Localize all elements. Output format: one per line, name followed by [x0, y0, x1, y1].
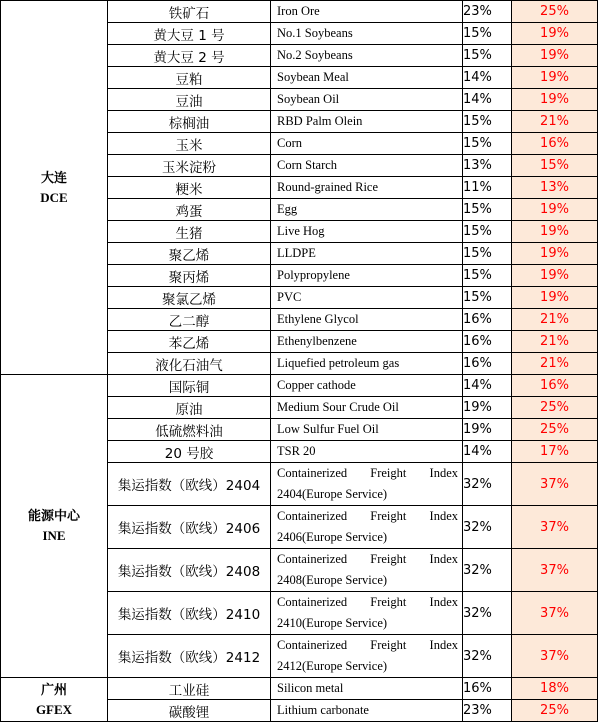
product-name-en-line: Silicon metal — [277, 681, 344, 695]
product-name-en-line: Round-grained Rice — [277, 180, 379, 194]
product-name-en-line: No.1 Soybeans — [277, 26, 353, 40]
margin-value-highlighted: 21% — [512, 331, 598, 353]
margin-value: 19% — [463, 397, 512, 419]
product-name-en-line: Soybean Oil — [277, 92, 340, 106]
margin-value: 15% — [463, 45, 512, 67]
margin-value: 32% — [463, 635, 512, 678]
product-name-en-line: 2406(Europe Service) — [277, 530, 388, 544]
product-name-cn: 黄大豆 1 号 — [108, 23, 271, 45]
product-name-en-line: PVC — [277, 290, 302, 304]
product-name-cn: 集运指数（欧线）2410 — [108, 592, 271, 635]
margin-value: 15% — [463, 287, 512, 309]
product-name-en — [271, 265, 463, 287]
product-name-en-line: 2410(Europe Service) — [277, 616, 388, 630]
product-name-en — [271, 678, 463, 700]
product-name-en — [271, 463, 463, 506]
margin-value-highlighted: 21% — [512, 309, 598, 331]
margin-value: 16% — [463, 309, 512, 331]
exchange-name-cn: 大连 — [40, 169, 67, 185]
product-name-cn: 碳酸锂 — [108, 700, 271, 722]
product-name-en-line: Iron Ore — [277, 4, 320, 18]
margin-value: 15% — [463, 221, 512, 243]
product-name-en-line: Egg — [277, 202, 298, 216]
product-name-en-line: Polypropylene — [277, 268, 350, 282]
product-name-cn: 玉米淀粉 — [108, 155, 271, 177]
margin-value: 23% — [463, 700, 512, 722]
margin-value: 11% — [463, 177, 512, 199]
margin-value-highlighted: 25% — [512, 419, 598, 441]
margin-value: 14% — [463, 89, 512, 111]
product-name-cn: 豆粕 — [108, 67, 271, 89]
margin-value-highlighted: 19% — [512, 45, 598, 67]
margin-value: 16% — [463, 678, 512, 700]
product-name-en-line: Corn — [277, 136, 302, 150]
product-name-en-line: Liquefied petroleum gas — [277, 356, 400, 370]
product-name-cn: 生猪 — [108, 221, 271, 243]
product-name-en — [271, 375, 463, 397]
product-name-en-line: Live Hog — [277, 224, 325, 238]
product-name-cn: 聚乙烯 — [108, 243, 271, 265]
product-name-cn: 液化石油气 — [108, 353, 271, 375]
margin-value-highlighted: 19% — [512, 265, 598, 287]
product-name-en — [271, 221, 463, 243]
product-name-en-line: Medium Sour Crude Oil — [277, 400, 399, 414]
product-name-en — [271, 309, 463, 331]
margin-value: 15% — [463, 111, 512, 133]
exchange-name-cn: 能源中心 — [27, 508, 80, 523]
exchange-name-en: DCE — [40, 189, 68, 205]
product-name-en-line: Containerized Freight Index — [277, 509, 458, 523]
exchange-name-en: GFEX — [35, 701, 73, 717]
product-name-cn: 黄大豆 2 号 — [108, 45, 271, 67]
product-name-cn: 聚丙烯 — [108, 265, 271, 287]
product-name-cn: 鸡蛋 — [108, 199, 271, 221]
margin-value-highlighted: 21% — [512, 111, 598, 133]
product-name-en — [271, 506, 463, 549]
margin-value: 15% — [463, 199, 512, 221]
product-name-en-line: RBD Palm Olein — [277, 114, 363, 128]
exchange-cell — [1, 678, 108, 722]
margin-value-highlighted: 19% — [512, 89, 598, 111]
product-name-en — [271, 549, 463, 592]
product-name-en-line: Containerized Freight Index — [277, 595, 458, 609]
margin-value: 32% — [463, 549, 512, 592]
product-name-cn: 集运指数（欧线）2406 — [108, 506, 271, 549]
product-name-cn: 粳米 — [108, 177, 271, 199]
exchange-name-en: INE — [42, 528, 66, 543]
margin-value-highlighted: 16% — [512, 133, 598, 155]
margin-value: 14% — [463, 441, 512, 463]
product-name-en — [271, 133, 463, 155]
table-row — [1, 375, 598, 397]
margin-value: 14% — [463, 67, 512, 89]
margin-value: 32% — [463, 592, 512, 635]
product-name-en — [271, 419, 463, 441]
product-name-cn: 苯乙烯 — [108, 331, 271, 353]
product-name-en-line: Soybean Meal — [277, 70, 349, 84]
product-name-cn: 集运指数（欧线）2408 — [108, 549, 271, 592]
margin-value-highlighted: 37% — [512, 506, 598, 549]
product-name-en — [271, 397, 463, 419]
margin-value: 32% — [463, 463, 512, 506]
margin-value: 23% — [463, 1, 512, 23]
margin-value-highlighted: 15% — [512, 155, 598, 177]
product-name-cn: 聚氯乙烯 — [108, 287, 271, 309]
product-name-cn: 集运指数（欧线）2412 — [108, 635, 271, 678]
product-name-cn: 集运指数（欧线）2404 — [108, 463, 271, 506]
exchange-cell — [1, 1, 108, 375]
margin-value: 15% — [463, 243, 512, 265]
product-name-en-line: Lithium carbonate — [277, 703, 369, 717]
margin-value-highlighted: 37% — [512, 463, 598, 506]
margin-value-highlighted: 37% — [512, 635, 598, 678]
product-name-en — [271, 199, 463, 221]
product-name-en — [271, 287, 463, 309]
product-name-cn: 20 号胶 — [108, 441, 271, 463]
product-name-en-line: Low Sulfur Fuel Oil — [277, 422, 379, 436]
margin-value-highlighted: 17% — [512, 441, 598, 463]
margin-value-highlighted: 37% — [512, 549, 598, 592]
margin-table-body — [1, 1, 598, 722]
margin-value-highlighted: 37% — [512, 592, 598, 635]
product-name-cn: 铁矿石 — [108, 1, 271, 23]
product-name-en-line: LLDPE — [277, 246, 316, 260]
margin-value: 15% — [463, 23, 512, 45]
margin-value-highlighted: 19% — [512, 199, 598, 221]
product-name-cn: 低硫燃料油 — [108, 419, 271, 441]
margin-value: 14% — [463, 375, 512, 397]
product-name-en-line: Containerized Freight Index — [277, 552, 458, 566]
margin-value: 16% — [463, 353, 512, 375]
product-name-en — [271, 592, 463, 635]
margin-value: 15% — [463, 133, 512, 155]
product-name-en — [271, 441, 463, 463]
margin-value-highlighted: 16% — [512, 375, 598, 397]
margin-value-highlighted: 19% — [512, 23, 598, 45]
margin-value: 15% — [463, 265, 512, 287]
margin-value: 13% — [463, 155, 512, 177]
product-name-en-line: Ethylene Glycol — [277, 312, 359, 326]
exchange-cell — [1, 375, 108, 678]
product-name-en — [271, 45, 463, 67]
product-name-en — [271, 155, 463, 177]
product-name-en-line: No.2 Soybeans — [277, 48, 353, 62]
margin-value-highlighted: 21% — [512, 353, 598, 375]
product-name-en-line: Copper cathode — [277, 378, 356, 392]
product-name-en — [271, 111, 463, 133]
margin-value-highlighted: 19% — [512, 67, 598, 89]
product-name-en — [271, 23, 463, 45]
product-name-cn: 原油 — [108, 397, 271, 419]
margin-value: 19% — [463, 419, 512, 441]
margin-value-highlighted: 19% — [512, 221, 598, 243]
margin-value-highlighted: 19% — [512, 243, 598, 265]
product-name-en — [271, 635, 463, 678]
product-name-en-line: Containerized Freight Index — [277, 466, 458, 480]
margin-value-highlighted: 13% — [512, 177, 598, 199]
table-row — [1, 1, 598, 23]
product-name-cn: 乙二醇 — [108, 309, 271, 331]
product-name-cn: 棕榈油 — [108, 111, 271, 133]
margin-value-highlighted: 25% — [512, 700, 598, 722]
product-name-en-line: Ethenylbenzene — [277, 334, 357, 348]
margin-value-highlighted: 25% — [512, 397, 598, 419]
product-name-en — [271, 1, 463, 23]
margin-value-highlighted: 25% — [512, 1, 598, 23]
product-name-en-line: 2412(Europe Service) — [277, 659, 388, 673]
product-name-en-line: 2404(Europe Service) — [277, 487, 388, 501]
product-name-en — [271, 177, 463, 199]
product-name-en — [271, 700, 463, 722]
margin-value: 16% — [463, 331, 512, 353]
product-name-cn: 玉米 — [108, 133, 271, 155]
product-name-en-line: Containerized Freight Index — [277, 638, 458, 652]
product-name-en — [271, 67, 463, 89]
product-name-en — [271, 331, 463, 353]
exchange-name-cn: 广州 — [40, 681, 67, 697]
table-row — [1, 678, 598, 700]
product-name-en-line: Corn Starch — [277, 158, 338, 172]
product-name-en-line: 2408(Europe Service) — [277, 573, 388, 587]
product-name-en-line: TSR 20 — [277, 444, 316, 458]
product-name-cn: 豆油 — [108, 89, 271, 111]
margin-value-highlighted: 18% — [512, 678, 598, 700]
product-name-en — [271, 353, 463, 375]
product-name-en — [271, 89, 463, 111]
product-name-cn: 国际铜 — [108, 375, 271, 397]
product-name-cn: 工业硅 — [108, 678, 271, 700]
margin-value-highlighted: 19% — [512, 287, 598, 309]
product-name-en — [271, 243, 463, 265]
margin-value: 32% — [463, 506, 512, 549]
